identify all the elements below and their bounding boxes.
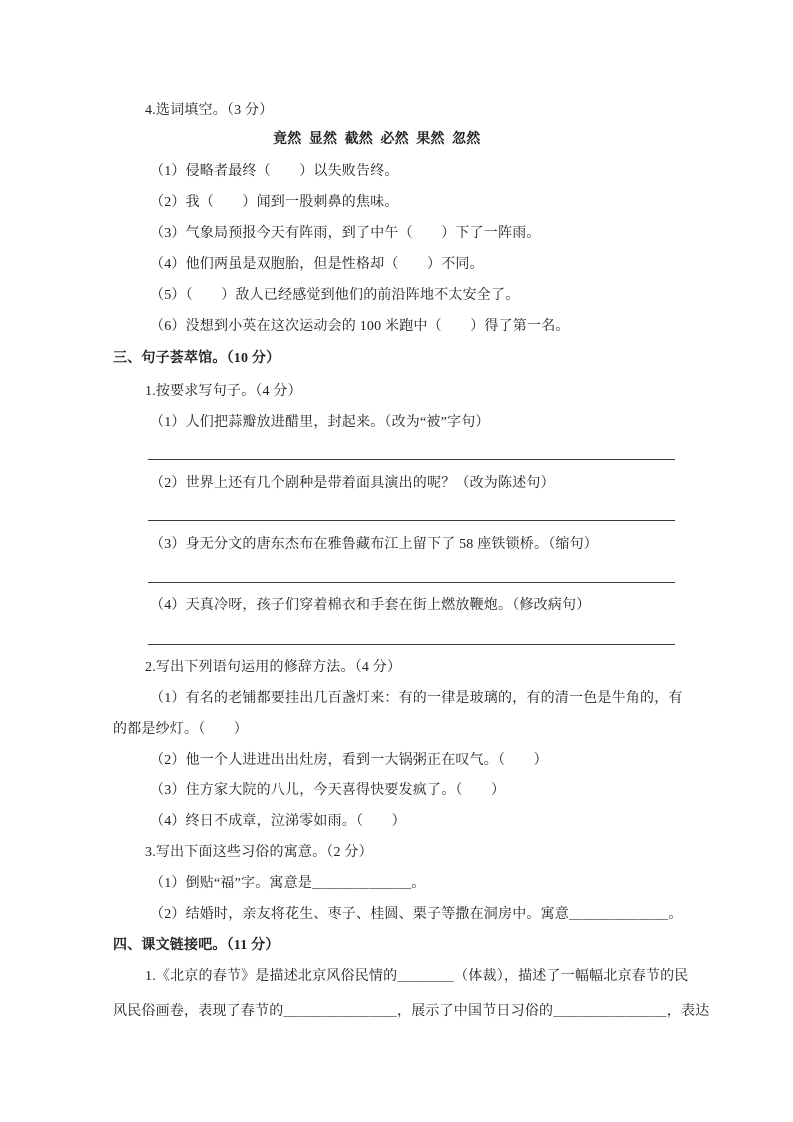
passage-fill-line1: 1.《北京的春节》是描述北京风俗民情的＿＿＿＿（体裁），描述了一幅幅北京春节的民 [145,969,689,984]
question-title-rewrite: 1.按要求写句子。（4 分） [145,384,302,399]
answer-rule [148,520,675,521]
answer-rule [148,644,675,645]
word-bank: 竟然 显然 截然 必然 果然 忽然 [273,132,481,147]
word-fill-item: （2）我（ ）闻到一股刺鼻的焦味。 [150,195,399,210]
word-fill-item: （4）他们两虽是双胞胎，但是性格却（ ）不同。 [150,257,484,272]
rhetoric-item: （2）他一个人进进出出灶房，看到一大锅粥正在叹气。（ ） [150,753,548,768]
rewrite-item: （4）天真冷呀，孩子们穿着棉衣和手套在街上燃放鞭炮。（修改病句） [150,598,591,613]
section-heading-4: 四、课文链接吧。（11 分） [113,938,280,953]
section-heading-3: 三、句子荟萃馆。（10 分） [113,351,281,366]
word-fill-item: （3）气象局预报今天有阵雨，到了中午（ ）下了一阵雨。 [150,226,541,241]
rhetoric-item: （4）终日不成章，泣涕零如雨。（ ） [150,814,406,829]
word-fill-item: （5）（ ）敌人已经感觉到他们的前沿阵地不太安全了。 [150,288,520,303]
customs-item: （2）结婚时，亲友将花生、枣子、桂圆、栗子等撒在洞房中。寓意＿＿＿＿＿＿＿。 [150,907,683,922]
passage-fill-line2: 风民俗画卷，表现了春节的＿＿＿＿＿＿＿＿，展示了中国节日习俗的＿＿＿＿＿＿＿＿，表达 [113,1004,710,1019]
rhetoric-item-line1: （1）有名的老铺都要挂出几百盏灯来：有的一律是玻璃的，有的清一色是牛角的，有 [150,691,683,706]
rhetoric-item: （3）住方家大院的八儿，今天喜得快要发疯了。（ ） [150,783,506,798]
word-fill-item: （6）没想到小英在这次运动会的 100 米跑中（ ）得了第一名。 [150,319,570,334]
question-title-word-fill: 4.选词填空。（3 分） [145,103,274,118]
answer-rule [148,582,675,583]
rhetoric-item-line2: 的都是纱灯。（ ） [113,722,248,737]
rewrite-item: （2）世界上还有几个剧种是带着面具演出的呢？（改为陈述句） [150,476,555,491]
word-fill-item: （1）侵略者最终（ ）以失败告终。 [150,164,399,179]
question-title-rhetoric: 2.写出下列语句运用的修辞方法。（4 分） [145,660,402,675]
rewrite-item: （1）人们把蒜瓣放进醋里，封起来。（改为“被”字句） [150,415,490,430]
customs-item: （1）倒贴“福”字。寓意是＿＿＿＿＿＿＿。 [150,876,426,891]
rewrite-item: （3）身无分文的唐东杰布在雅鲁藏布江上留下了 58 座铁锁桥。（缩句） [150,537,598,552]
question-title-customs: 3.写出下面这些习俗的寓意。（2 分） [145,845,373,860]
answer-rule [148,459,675,460]
